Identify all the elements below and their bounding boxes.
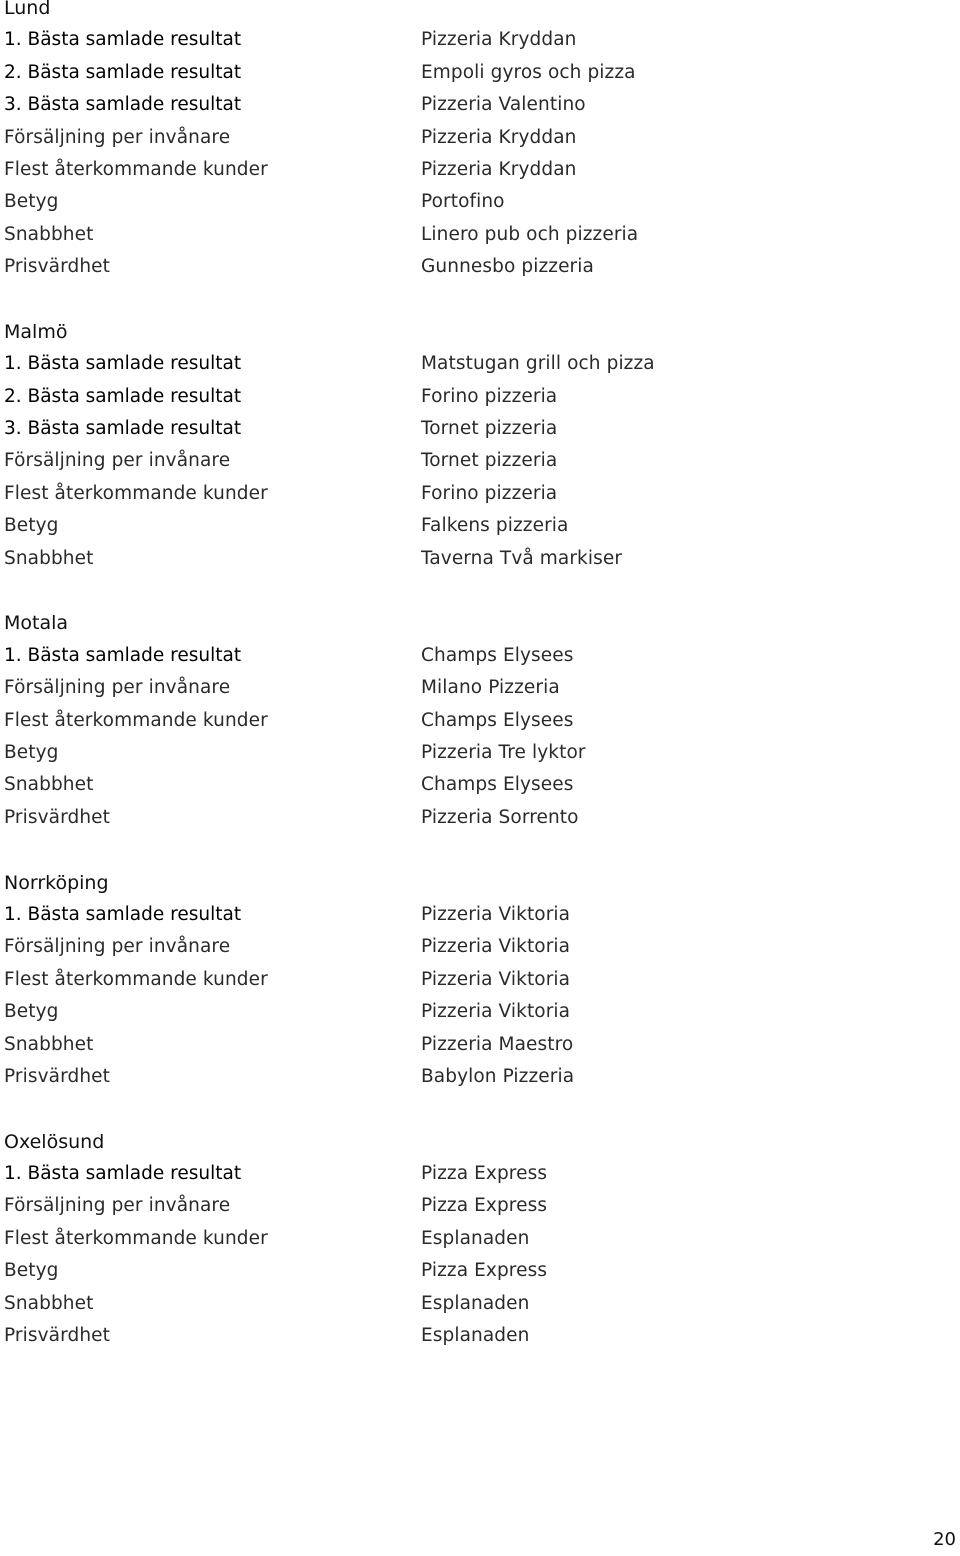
category-label: Prisvärdhet — [4, 1065, 110, 1087]
winner-name: Pizzeria Kryddan — [421, 158, 577, 180]
city-section — [4, 316, 944, 575]
result-row — [4, 769, 944, 801]
winner-name: Forino pizzeria — [421, 385, 558, 407]
winner-name: Pizzeria Kryddan — [421, 126, 577, 148]
winner-name: Babylon Pizzeria — [421, 1065, 575, 1087]
winner-name: Tornet pizzeria — [421, 418, 558, 440]
city-heading: Lund — [4, 0, 51, 19]
category-label: Snabbhet — [4, 1033, 94, 1055]
category-label: Betyg — [4, 1260, 59, 1282]
winner-name: Portofino — [421, 191, 505, 213]
page-number: 20 — [933, 1529, 956, 1550]
category-label: Betyg — [4, 1001, 59, 1023]
result-row — [4, 445, 944, 477]
result-row — [4, 1288, 944, 1320]
category-label: 1. Bästa samlade resultat — [4, 644, 242, 666]
winner-name: Falkens pizzeria — [421, 515, 569, 537]
result-row — [4, 1320, 944, 1352]
winner-name: Pizzeria Viktoria — [421, 903, 571, 925]
result-row — [4, 1190, 944, 1222]
result-row — [4, 931, 944, 963]
result-row — [4, 122, 944, 154]
result-row — [4, 24, 944, 56]
winner-name: Pizzeria Kryddan — [421, 29, 577, 51]
category-label: Flest återkommande kunder — [4, 482, 268, 504]
result-row — [4, 1158, 944, 1190]
result-row — [4, 57, 944, 89]
winner-name: Esplanaden — [421, 1227, 530, 1249]
winner-name: Pizzeria Maestro — [421, 1033, 574, 1055]
result-row — [4, 1029, 944, 1061]
category-label: Flest återkommande kunder — [4, 158, 268, 180]
winner-name: Linero pub och pizzeria — [421, 223, 639, 245]
category-label: 2. Bästa samlade resultat — [4, 385, 242, 407]
result-row — [4, 1061, 944, 1093]
result-row — [4, 640, 944, 672]
result-row — [4, 996, 944, 1028]
category-label: Betyg — [4, 515, 59, 537]
category-label: 2. Bästa samlade resultat — [4, 61, 242, 83]
category-label: 1. Bästa samlade resultat — [4, 903, 242, 925]
winner-name: Empoli gyros och pizza — [421, 61, 636, 83]
result-row — [4, 964, 944, 996]
category-label: Försäljning per invånare — [4, 126, 231, 148]
result-row — [4, 381, 944, 413]
category-label: 1. Bästa samlade resultat — [4, 29, 242, 51]
category-label: Flest återkommande kunder — [4, 709, 268, 731]
category-label: Snabbhet — [4, 223, 94, 245]
result-row — [4, 348, 944, 380]
category-label: 1. Bästa samlade resultat — [4, 1163, 242, 1185]
winner-name: Pizza Express — [421, 1195, 548, 1217]
result-row — [4, 478, 944, 510]
winner-name: Pizza Express — [421, 1163, 548, 1185]
category-label: 1. Bästa samlade resultat — [4, 353, 242, 375]
result-row — [4, 510, 944, 542]
winner-name: Forino pizzeria — [421, 482, 558, 504]
category-label: Försäljning per invånare — [4, 936, 231, 958]
document-body — [4, 0, 944, 1385]
category-label: 3. Bästa samlade resultat — [4, 418, 242, 440]
winner-name: Pizzeria Valentino — [421, 94, 586, 116]
result-row — [4, 251, 944, 283]
result-row — [4, 672, 944, 704]
city-heading: Malmö — [4, 320, 68, 343]
category-label: 3. Bästa samlade resultat — [4, 94, 242, 116]
winner-name: Champs Elysees — [421, 709, 574, 731]
category-label: Prisvärdhet — [4, 806, 110, 828]
result-row — [4, 413, 944, 445]
winner-name: Milano Pizzeria — [421, 677, 560, 699]
city-heading: Oxelösund — [4, 1130, 105, 1153]
result-row — [4, 802, 944, 834]
result-row — [4, 737, 944, 769]
city-section — [4, 0, 944, 284]
winner-name: Pizzeria Viktoria — [421, 936, 571, 958]
category-label: Snabbhet — [4, 547, 94, 569]
winner-name: Champs Elysees — [421, 644, 574, 666]
result-row — [4, 1255, 944, 1287]
winner-name: Pizzeria Viktoria — [421, 968, 571, 990]
winner-name: Tornet pizzeria — [421, 450, 558, 472]
city-section — [4, 607, 944, 834]
result-row — [4, 154, 944, 186]
result-row — [4, 1223, 944, 1255]
winner-name: Pizzeria Sorrento — [421, 806, 579, 828]
winner-name: Esplanaden — [421, 1292, 530, 1314]
winner-name: Gunnesbo pizzeria — [421, 256, 594, 278]
category-label: Betyg — [4, 741, 59, 763]
category-label: Snabbhet — [4, 1292, 94, 1314]
category-label: Prisvärdhet — [4, 1325, 110, 1347]
category-label: Betyg — [4, 191, 59, 213]
winner-name: Taverna Två markiser — [421, 547, 623, 569]
category-label: Försäljning per invånare — [4, 450, 231, 472]
category-label: Försäljning per invånare — [4, 677, 231, 699]
winner-name: Pizzeria Viktoria — [421, 1001, 571, 1023]
city-heading: Motala — [4, 612, 69, 635]
winner-name: Esplanaden — [421, 1325, 530, 1347]
category-label: Flest återkommande kunder — [4, 1227, 268, 1249]
winner-name: Champs Elysees — [421, 774, 574, 796]
result-row — [4, 899, 944, 931]
result-row — [4, 219, 944, 251]
city-heading: Norrköping — [4, 871, 109, 894]
result-row — [4, 186, 944, 218]
winner-name: Pizza Express — [421, 1260, 548, 1282]
city-section — [4, 867, 944, 1094]
category-label: Försäljning per invånare — [4, 1195, 231, 1217]
category-label: Flest återkommande kunder — [4, 968, 268, 990]
result-row — [4, 89, 944, 121]
result-row — [4, 705, 944, 737]
category-label: Snabbhet — [4, 774, 94, 796]
city-section — [4, 1126, 944, 1353]
winner-name: Matstugan grill och pizza — [421, 353, 655, 375]
winner-name: Pizzeria Tre lyktor — [421, 741, 586, 763]
result-row — [4, 543, 944, 575]
category-label: Prisvärdhet — [4, 256, 110, 278]
